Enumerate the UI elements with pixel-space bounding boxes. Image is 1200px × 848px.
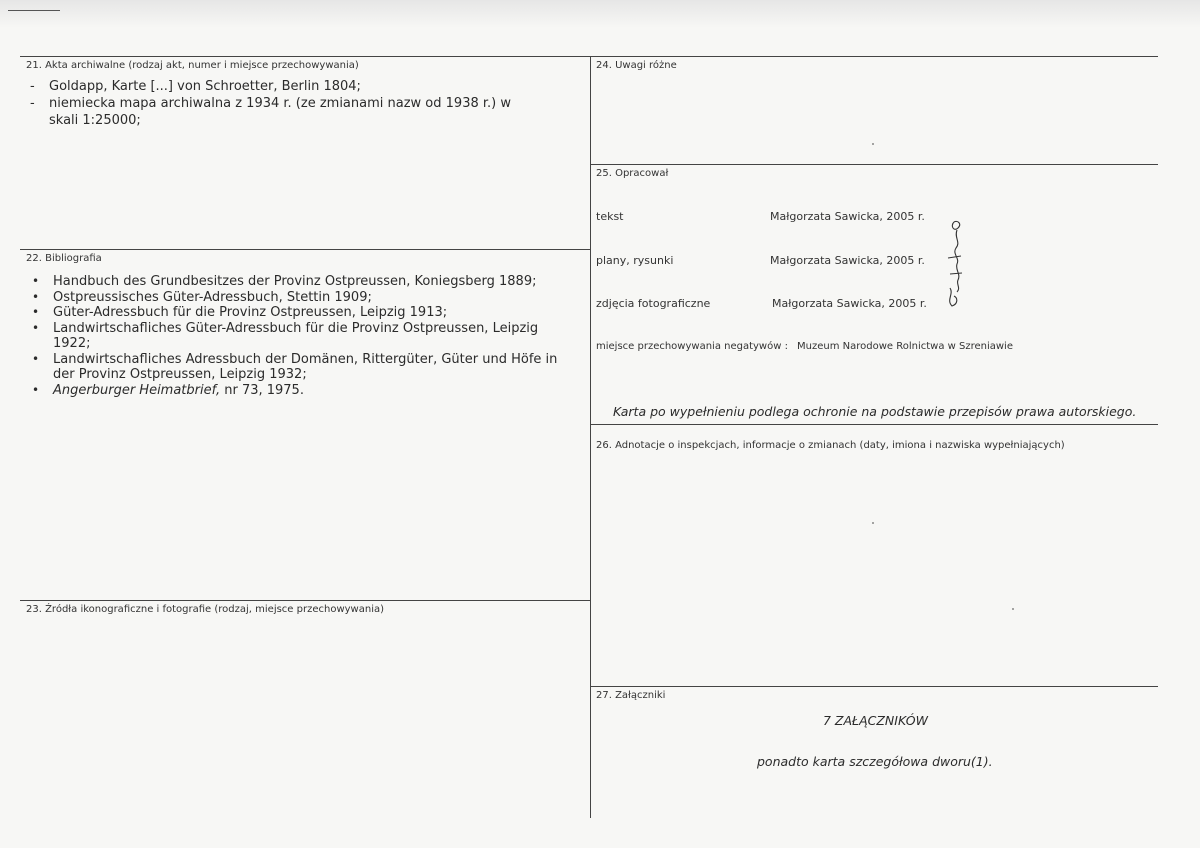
negatives-location: Muzeum Narodowe Rolnictwa w Szreniawie: [797, 341, 1013, 352]
handwritten-signature: [924, 218, 976, 310]
list-item: • Landwirtschafliches Adressbuch der Domänen, Rittergüter, Güter und Höfe in der Provinz Ostpreussen, Leipzig 1932;: [26, 352, 578, 383]
list-item: [26, 383, 578, 399]
list-item: - Goldapp, Karte [...] von Schroetter, Berlin 1804;: [26, 78, 566, 95]
author-row-value: Małgorzata Sawicka, 2005 r.: [772, 297, 927, 310]
author-row-key: plany, rysunki: [596, 254, 674, 267]
divider-22-23: [20, 600, 590, 601]
divider-24-25: [590, 164, 1158, 165]
divider-25-26: [590, 424, 1158, 425]
divider-center: [590, 56, 591, 818]
section-21-label: 21. Akta archiwalne (rodzaj akt, numer i miejsce przechowywania): [26, 60, 359, 71]
list-item: • Ostpreussisches Güter-Adressbuch, Stettin 1909;: [26, 290, 578, 306]
section-24-label: 24. Uwagi różne: [596, 60, 677, 71]
list-item: • Güter-Adressbuch für die Provinz Ostpreussen, Leipzig 1913;: [26, 305, 578, 321]
list-item: • Landwirtschafliches Güter-Adressbuch für die Provinz Ostpreussen, Leipzig 1922;: [26, 321, 578, 352]
negatives-label: miejsce przechowywania negatywów :: [596, 341, 788, 352]
scan-speck: [872, 143, 874, 145]
author-row-key: zdjęcia fotograficzne: [596, 297, 711, 310]
section-27-label: 27. Załączniki: [596, 690, 666, 701]
bibliography-list: [26, 274, 578, 398]
scan-speck: [872, 522, 874, 524]
author-row-value: Małgorzata Sawicka, 2005 r.: [770, 254, 925, 267]
scan-speck: [1012, 608, 1014, 610]
copyright-notice: Karta po wypełnieniu podlega ochronie na podstawie przepisów prawa autorskiego.: [613, 404, 1137, 419]
divider-26-27: [590, 686, 1158, 687]
attachments-extra: ponadto karta szczegółowa dworu(1).: [757, 754, 993, 769]
author-row-key: tekst: [596, 210, 624, 223]
attachments-count: 7 ZAŁĄCZNIKÓW: [823, 713, 929, 728]
section-23-label: 23. Źródła ikonograficzne i fotografie (rodzaj, miejsce przechowywania): [26, 604, 385, 615]
scan-mark: [8, 10, 60, 11]
archival-records-list: [26, 78, 566, 129]
periodical-title: Angerburger Heimatbrief,: [53, 382, 221, 398]
periodical-details: nr 73, 1975.: [220, 382, 304, 398]
list-item: - niemiecka mapa archiwalna z 1934 r. (ze zmianami nazw od 1938 r.) w skali 1:25000;: [26, 95, 566, 129]
scan-top-edge: [0, 0, 1200, 28]
divider-top: [20, 56, 1158, 57]
section-26-label: 26. Adnotacje o inspekcjach, informacje o zmianach (daty, imiona i nazwiska wypełniających): [596, 440, 1065, 451]
section-25-label: 25. Opracował: [596, 168, 669, 179]
divider-21-22: [20, 249, 590, 250]
list-item: • Handbuch des Grundbesitzes der Provinz Ostpreussen, Koniegsberg 1889;: [26, 274, 578, 290]
author-row-value: Małgorzata Sawicka, 2005 r.: [770, 210, 925, 223]
section-22-label: 22. Bibliografia: [26, 253, 102, 264]
